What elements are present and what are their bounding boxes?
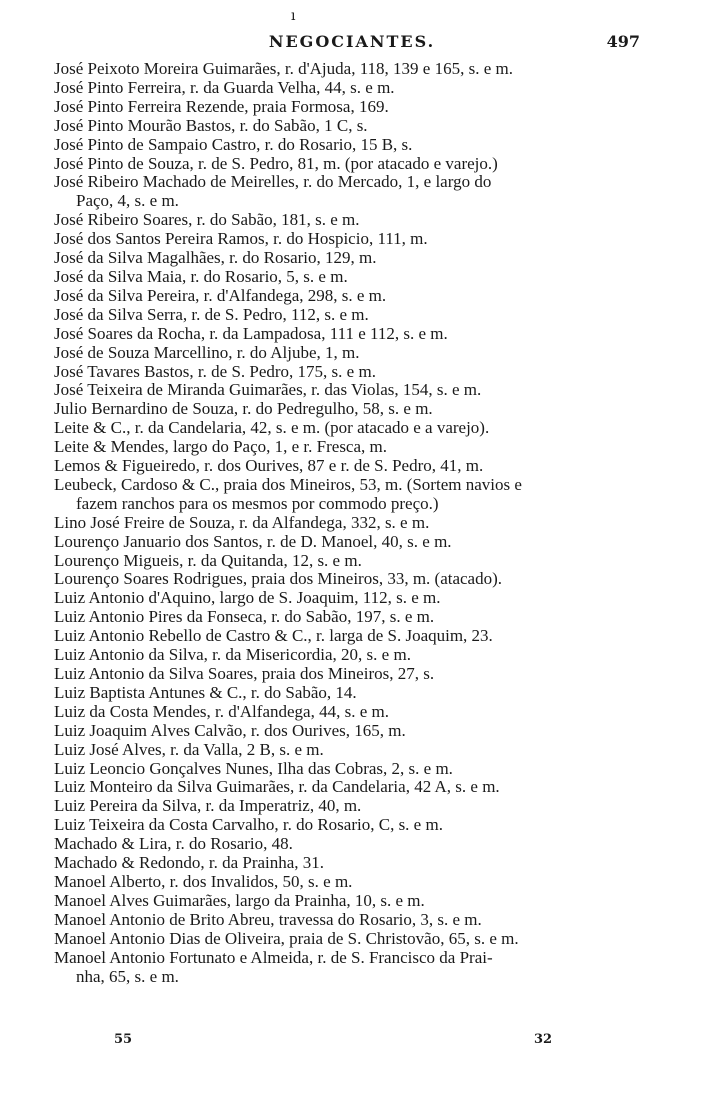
entry-text: José Teixeira de Miranda Guimarães, r. das Violas, 154, s. e m. — [54, 380, 482, 400]
merchant-entry — [54, 797, 628, 816]
merchant-entry — [54, 363, 628, 382]
merchant-entry — [54, 703, 628, 722]
merchant-entry — [54, 627, 628, 646]
merchant-entry — [54, 722, 628, 741]
entry-text: Machado & Redondo, r. da Prainha, 31. — [54, 853, 325, 873]
merchant-entry — [54, 835, 628, 854]
merchant-entry — [54, 665, 628, 684]
merchant-entry — [54, 873, 628, 892]
merchant-entry — [54, 608, 628, 627]
entry-text: José Ribeiro Soares, r. do Sabão, 181, s. e m. — [54, 210, 360, 230]
merchant-entry — [54, 760, 628, 779]
merchant-entry — [54, 268, 628, 287]
entry-text: José Pinto de Sampaio Castro, r. do Rosario, 15 B, s. — [54, 134, 413, 154]
entry-text: José de Souza Marcellino, r. do Aljube, 1, m. — [54, 342, 360, 362]
merchant-entry — [54, 136, 628, 155]
entry-text: José Soares da Rocha, r. da Lampadosa, 111 e 112, s. e m. — [54, 323, 448, 343]
merchant-entry — [54, 892, 628, 911]
entry-text: José Pinto Mourão Bastos, r. do Sabão, 1 C, s. — [54, 115, 368, 135]
entry-text: Luiz Antonio Pires da Fonseca, r. do Sabão, 197, s. e m. — [54, 607, 435, 627]
entry-continuation: fazem ranchos para os mesmos por commodo preço.) — [76, 493, 439, 513]
merchant-entry — [54, 211, 628, 230]
entry-text: Manoel Antonio de Brito Abreu, travessa do Rosario, 3, s. e m. — [54, 909, 482, 929]
page-number: 497 — [606, 32, 640, 51]
merchant-entry — [54, 98, 628, 117]
header-mark: ı — [291, 8, 296, 24]
entry-text: José da Silva Serra, r. de S. Pedro, 112, s. e m. — [54, 304, 369, 324]
merchant-entry — [54, 949, 628, 987]
entry-text: Manoel Antonio Fortunato e Almeida, r. de S. Francisco da Prai- — [54, 947, 493, 967]
entry-text: José Peixoto Moreira Guimarães, r. d'Ajuda, 118, 139 e 165, s. e m. — [54, 59, 513, 78]
entry-text: José Pinto de Souza, r. de S. Pedro, 81, m. (por atacado e varejo.) — [54, 153, 498, 173]
entry-text: Leite & Mendes, largo do Paço, 1, e r. Fresca, m. — [54, 437, 387, 457]
merchant-entry — [54, 287, 628, 306]
entry-text: Leubeck, Cardoso & C., praia dos Mineiros, 53, m. (Sortem navios e — [54, 474, 522, 494]
merchant-entry — [54, 344, 628, 363]
entry-text: Leite & C., r. da Candelaria, 42, s. e m. (por atacado e a varejo). — [54, 418, 490, 438]
merchant-entry — [54, 589, 628, 608]
merchant-entry — [54, 79, 628, 98]
entry-text: Luiz Leoncio Gonçalves Nunes, Ilha das Cobras, 2, s. e m. — [54, 758, 453, 778]
entry-text: Luiz Baptista Antunes & C., r. do Sabão, 14. — [54, 682, 357, 702]
merchant-entry — [54, 400, 628, 419]
entry-text: Manoel Antonio Dias de Oliveira, praia de S. Christovão, 65, s. e m. — [54, 928, 519, 948]
entry-text: José Pinto Ferreira Rezende, praia Formosa, 169. — [54, 96, 389, 116]
merchant-entry — [54, 514, 628, 533]
merchant-entry — [54, 438, 628, 457]
merchant-entry — [54, 230, 628, 249]
entry-continuation: nha, 65, s. e m. — [76, 966, 179, 986]
merchant-entry — [54, 552, 628, 571]
entry-text: Lourenço Januario dos Santos, r. de D. Manoel, 40, s. e m. — [54, 531, 452, 551]
entry-text: José dos Santos Pereira Ramos, r. do Hospicio, 111, m. — [54, 229, 428, 249]
entry-text: Luiz Antonio Rebello de Castro & C., r. larga de S. Joaquim, 23. — [54, 626, 493, 646]
merchant-entry — [54, 249, 628, 268]
merchant-entry — [54, 911, 628, 930]
entry-text: Manoel Alves Guimarães, largo da Prainha, 10, s. e m. — [54, 890, 425, 910]
signature-mark-right: 32 — [534, 1032, 553, 1047]
entry-text: Luiz José Alves, r. da Valla, 2 B, s. e m. — [54, 739, 324, 759]
entry-text: José Pinto Ferreira, r. da Guarda Velha, 44, s. e m. — [54, 77, 395, 97]
entry-text: José da Silva Maia, r. do Rosario, 5, s. e m. — [54, 266, 348, 286]
entry-text: Luiz da Costa Mendes, r. d'Alfandega, 44, s. e m. — [54, 701, 389, 721]
entry-text: Luiz Teixeira da Costa Carvalho, r. do Rosario, C, s. e m. — [54, 815, 443, 835]
merchant-entry — [54, 419, 628, 438]
entry-text: Luiz Pereira da Silva, r. da Imperatriz, 40, m. — [54, 796, 362, 816]
merchant-entry — [54, 646, 628, 665]
entry-text: Luiz Antonio d'Aquino, largo de S. Joaquim, 112, s. e m. — [54, 588, 441, 608]
merchant-entry — [54, 570, 628, 589]
merchant-entry — [54, 854, 628, 873]
merchant-entry — [54, 741, 628, 760]
merchant-entry — [54, 533, 628, 552]
entry-text: Lourenço Migueis, r. da Quitanda, 12, s. e m. — [54, 550, 362, 570]
signature-mark-left: 55 — [114, 1032, 133, 1047]
entry-text: Machado & Lira, r. do Rosario, 48. — [54, 834, 293, 854]
merchant-entry — [54, 117, 628, 136]
entry-text: José Tavares Bastos, r. de S. Pedro, 175, s. e m. — [54, 361, 376, 381]
merchant-entry — [54, 684, 628, 703]
merchant-entry — [54, 306, 628, 325]
merchant-entry — [54, 173, 628, 211]
entry-text: José Ribeiro Machado de Meirelles, r. do Mercado, 1, e largo do — [54, 172, 492, 192]
entry-text: Lino José Freire de Souza, r. da Alfandega, 332, s. e m. — [54, 512, 430, 532]
entry-text: Luiz Antonio da Silva Soares, praia dos Mineiros, 27, s. — [54, 664, 435, 683]
merchant-entry — [54, 60, 628, 79]
merchant-entry — [54, 816, 628, 835]
entry-text: Lemos & Figueiredo, r. dos Ourives, 87 e r. de S. Pedro, 41, m. — [54, 456, 484, 476]
merchant-list — [54, 60, 628, 986]
running-title: NEGOCIANTES. — [268, 32, 436, 51]
entry-text: José da Silva Magalhães, r. do Rosario, 129, m. — [54, 248, 377, 268]
merchant-entry — [54, 778, 628, 797]
entry-text: Julio Bernardino de Souza, r. do Pedregulho, 58, s. e m. — [54, 399, 433, 419]
entry-text: Manoel Alberto, r. dos Invalidos, 50, s. e m. — [54, 871, 353, 891]
merchant-entry — [54, 325, 628, 344]
entry-text: José da Silva Pereira, r. d'Alfandega, 298, s. e m. — [54, 285, 387, 305]
entry-text: Luiz Joaquim Alves Calvão, r. dos Ourives, 165, m. — [54, 720, 406, 740]
merchant-entry — [54, 930, 628, 949]
merchant-entry — [54, 476, 628, 514]
merchant-entry — [54, 457, 628, 476]
entry-text: Luiz Antonio da Silva, r. da Misericordia, 20, s. e m. — [54, 645, 411, 665]
entry-text: Luiz Monteiro da Silva Guimarães, r. da Candelaria, 42 A, s. e m. — [54, 777, 500, 797]
merchant-entry — [54, 155, 628, 174]
entry-text: Lourenço Soares Rodrigues, praia dos Mineiros, 33, m. (atacado). — [54, 569, 503, 589]
entry-continuation: Paço, 4, s. e m. — [76, 191, 179, 211]
merchant-entry — [54, 381, 628, 400]
